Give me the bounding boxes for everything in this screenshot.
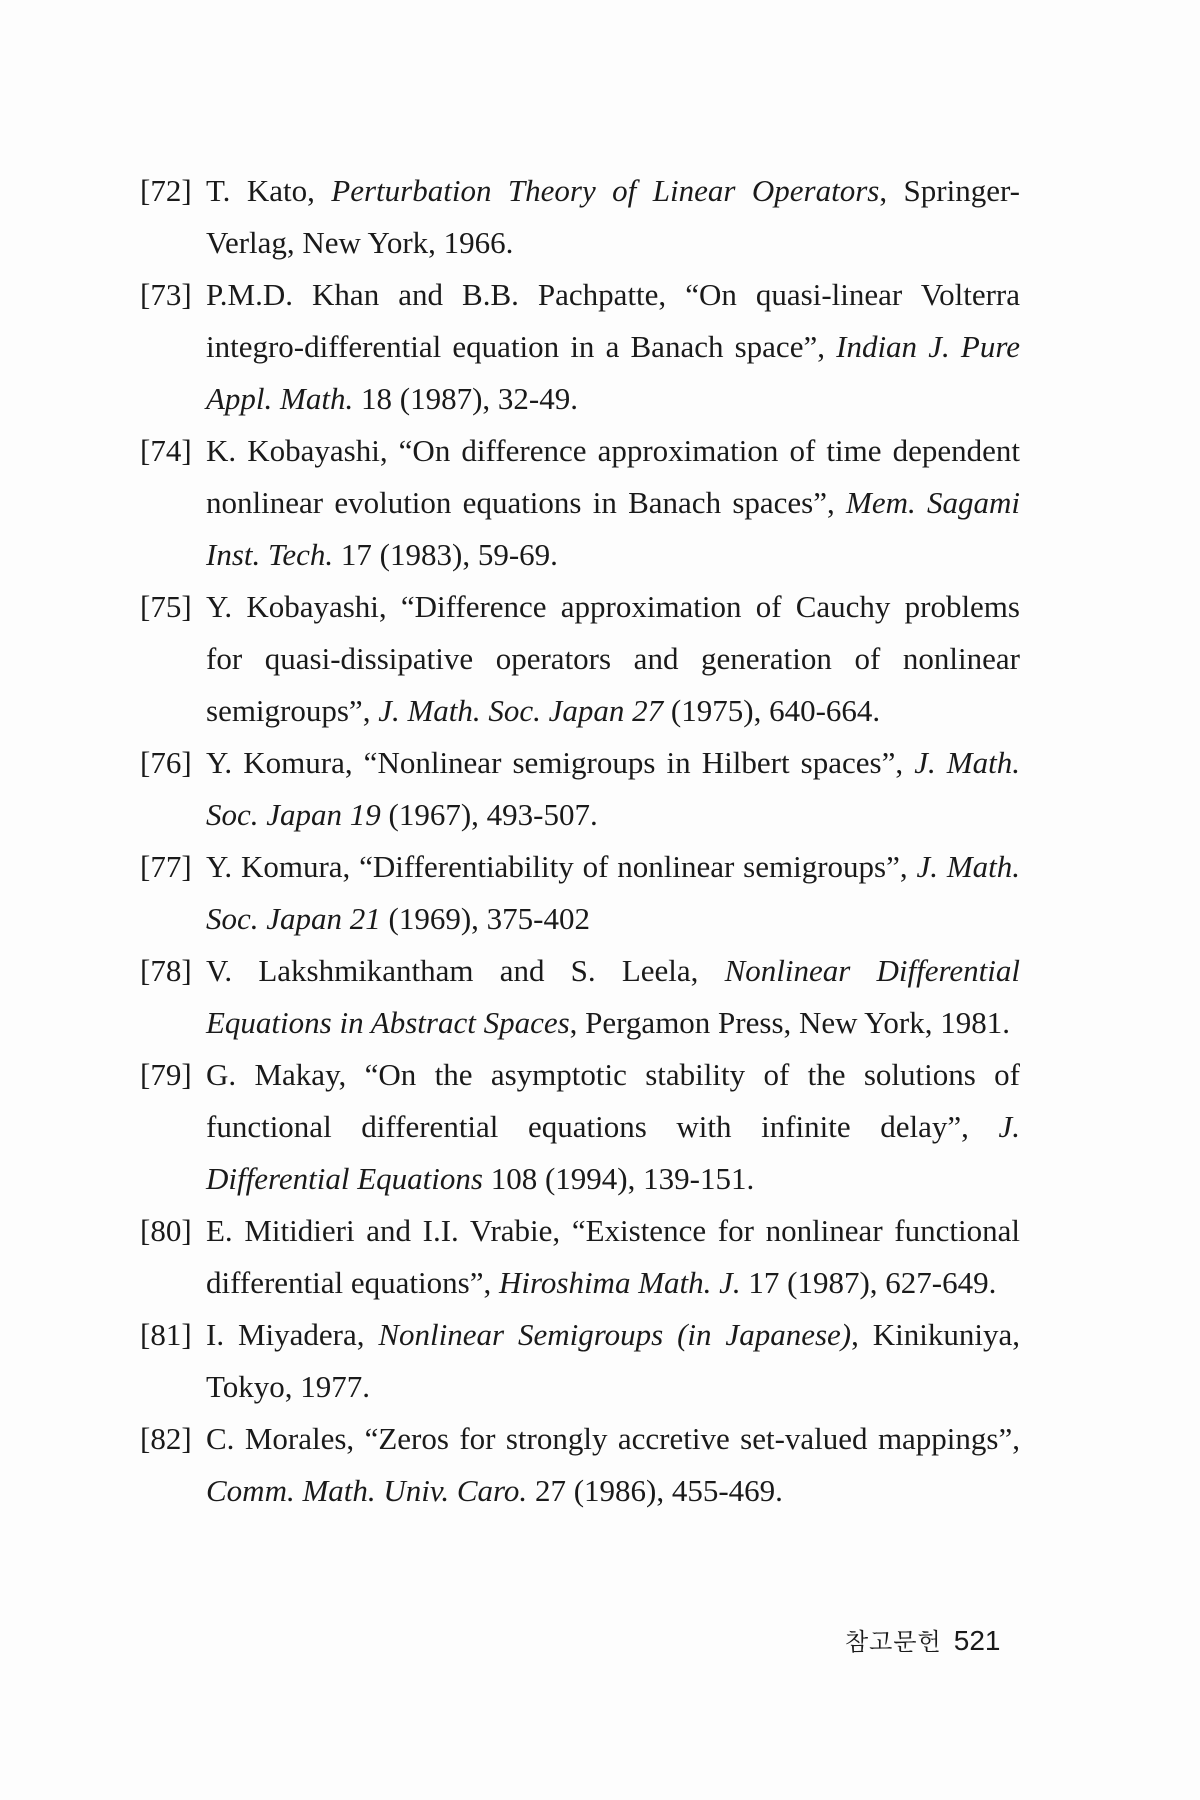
reference-number: [81]	[140, 1317, 192, 1352]
reference-text-segment: , Pergamon Press, New York, 1981.	[569, 1005, 1010, 1040]
reference-text-segment: 18 (1987), 32-49.	[353, 381, 578, 416]
reference-number: [80]	[140, 1213, 192, 1248]
reference-title-italic: Hiroshima Math. J.	[498, 1265, 741, 1300]
reference-text	[206, 849, 1020, 936]
reference-text-segment: T. Kato,	[206, 173, 332, 208]
reference-item	[140, 581, 1020, 737]
reference-number: [75]	[140, 589, 192, 624]
reference-title-italic: Mem. Sagami Inst. Tech.	[206, 485, 1020, 572]
reference-text-segment: Y. Komura, “Differentiability of nonlinear semigroups”,	[206, 849, 917, 884]
reference-number: [72]	[140, 173, 192, 208]
reference-item	[140, 269, 1020, 425]
reference-item	[140, 425, 1020, 581]
reference-text-segment: (1975), 640-664.	[663, 693, 881, 728]
reference-title-italic: Comm. Math. Univ. Caro.	[206, 1473, 528, 1508]
reference-item	[140, 945, 1020, 1049]
reference-title-italic: Nonlinear Differential Equations in Abstract Spaces	[206, 953, 1020, 1040]
reference-text-segment: 17 (1987), 627-649.	[740, 1265, 997, 1300]
reference-text	[206, 953, 1020, 1040]
reference-item	[140, 1205, 1020, 1309]
reference-text-segment: Y. Komura, “Nonlinear semigroups in Hilbert spaces”,	[206, 745, 915, 780]
reference-text	[206, 1057, 1020, 1196]
reference-text	[206, 1317, 1020, 1404]
reference-text-segment: 17 (1983), 59-69.	[333, 537, 558, 572]
reference-text-segment: G. Makay, “On the asymptotic stability of the solutions of functional differential equations with infinite delay”,	[206, 1057, 1020, 1144]
page-footer	[845, 1622, 1000, 1657]
reference-item	[140, 1309, 1020, 1413]
reference-text-segment: 108 (1994), 139-151.	[482, 1161, 755, 1196]
footer-section-label: 참고문헌	[845, 1628, 942, 1656]
reference-item	[140, 737, 1020, 841]
reference-text	[206, 433, 1020, 572]
reference-text-segment: E. Mitidieri and I.I. Vrabie, “Existence for nonlinear functional differential equations”,	[206, 1213, 1020, 1300]
reference-title-italic: J. Differential Equations	[206, 1109, 1020, 1196]
reference-item	[140, 1049, 1020, 1205]
reference-text	[206, 173, 1020, 260]
reference-number: [82]	[140, 1421, 192, 1456]
reference-text-segment: Y. Kobayashi, “Difference approximation of Cauchy problems for quasi-dissipative operators and generation of nonlinear semigroups”,	[206, 589, 1020, 728]
reference-text-segment: P.M.D. Khan and B.B. Pachpatte, “On quasi-linear Volterra integro-differential equation in a Banach space”,	[206, 277, 1020, 364]
reference-item	[140, 841, 1020, 945]
reference-text-segment: (1969), 375-402	[380, 901, 591, 936]
reference-text	[206, 1421, 1020, 1508]
reference-number: [78]	[140, 953, 192, 988]
reference-text-segment: , Kinikuniya, Tokyo, 1977.	[206, 1317, 1020, 1404]
reference-title-italic: Indian J. Pure Appl. Math.	[206, 329, 1020, 416]
reference-title-italic: J. Math. Soc. Japan 27	[378, 693, 664, 728]
reference-title-italic: J. Math. Soc. Japan 19	[206, 745, 1020, 832]
reference-text-segment: I. Miyadera,	[206, 1317, 379, 1352]
reference-number: [76]	[140, 745, 192, 780]
reference-text-segment: (1967), 493-507.	[380, 797, 598, 832]
page-number: 521	[953, 1625, 1001, 1656]
reference-title-italic: J. Math. Soc. Japan 21	[206, 849, 1021, 936]
reference-text-segment: K. Kobayashi, “On difference approximation of time dependent nonlinear evolution equations in Banach spaces”,	[206, 433, 1020, 520]
reference-item	[140, 1413, 1020, 1517]
reference-title-italic: Nonlinear Semigroups (in Japanese)	[378, 1317, 852, 1352]
reference-number: [79]	[140, 1057, 192, 1092]
reference-text	[206, 277, 1020, 416]
reference-text-segment: 27 (1986), 455-469.	[527, 1473, 783, 1508]
reference-number: [73]	[140, 277, 192, 312]
reference-text	[206, 589, 1020, 728]
reference-text-segment: C. Morales, “Zeros for strongly accretive set-valued mappings”,	[206, 1421, 1020, 1456]
reference-text-segment: V. Lakshmikantham and S. Leela,	[206, 953, 725, 988]
reference-number: [77]	[140, 849, 192, 884]
reference-list	[140, 165, 1020, 1517]
reference-text	[206, 1213, 1020, 1300]
reference-title-italic: Perturbation Theory of Linear Operators	[331, 173, 880, 208]
reference-text	[206, 745, 1020, 832]
reference-number: [74]	[140, 433, 192, 468]
reference-text-segment: , Springer-Verlag, New York, 1966.	[206, 173, 1020, 260]
reference-item	[140, 165, 1020, 269]
